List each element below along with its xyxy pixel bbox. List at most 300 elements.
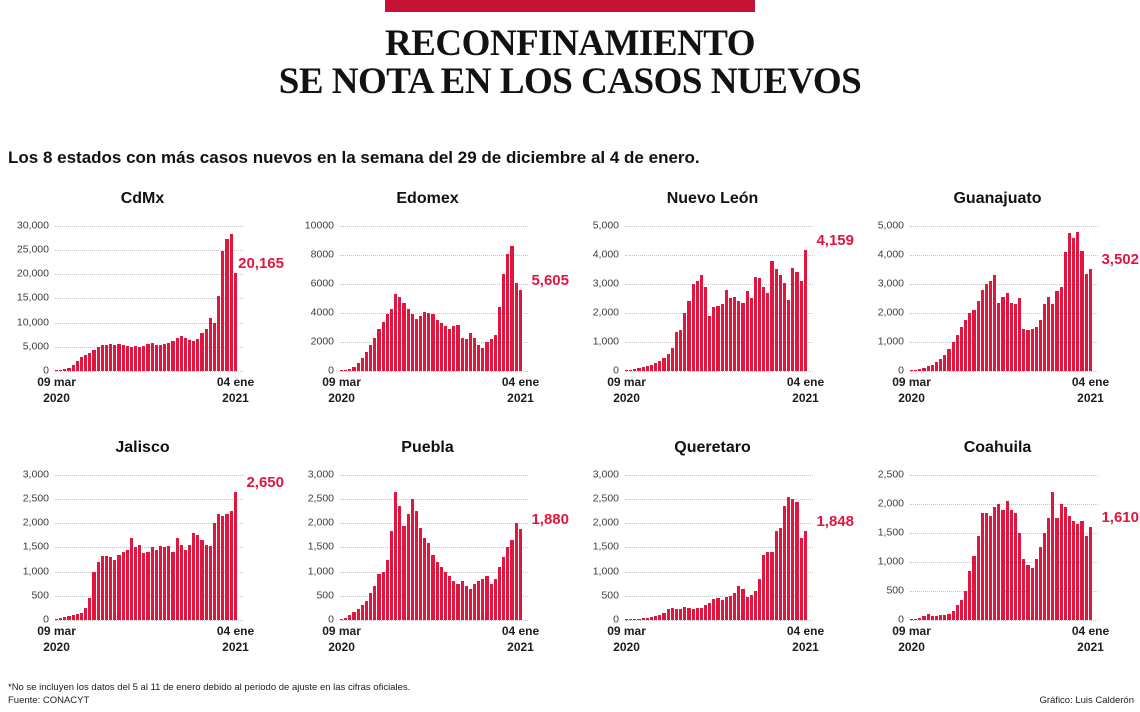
- bar: [939, 359, 942, 371]
- bar: [365, 352, 368, 371]
- bar: [377, 329, 380, 371]
- bar: [138, 347, 141, 371]
- chart-panel-nuevo-leon: [570, 189, 855, 405]
- bar: [943, 355, 946, 371]
- bar: [1080, 251, 1083, 371]
- chart-title: Guanajuato: [953, 189, 1042, 207]
- bar: [704, 287, 707, 371]
- bar: [922, 616, 925, 619]
- bar: [155, 550, 158, 620]
- bar: [97, 347, 100, 371]
- bar: [770, 261, 773, 371]
- y-tick-label: 500: [601, 589, 619, 602]
- bar: [993, 507, 996, 620]
- bar: [382, 322, 385, 371]
- bar: [67, 368, 70, 371]
- bar: [716, 598, 719, 620]
- bar: [766, 552, 769, 620]
- bar: [1089, 269, 1092, 371]
- bar: [804, 250, 807, 371]
- bar: [650, 365, 653, 371]
- bar: [340, 370, 343, 371]
- bar: [188, 340, 191, 371]
- bar: [76, 614, 79, 620]
- bar: [754, 277, 757, 371]
- bar: [985, 513, 988, 620]
- x-start-date: 09 mar: [37, 623, 76, 638]
- bar: [217, 514, 220, 620]
- bar: [146, 552, 149, 620]
- bar: [1039, 547, 1042, 620]
- x-start-date: 09 mar: [322, 374, 361, 389]
- bar: [775, 531, 778, 620]
- bar: [721, 304, 724, 371]
- bar: [431, 314, 434, 371]
- bar: [687, 301, 690, 371]
- bar: [344, 370, 347, 371]
- bar: [171, 552, 174, 620]
- bar: [721, 600, 724, 620]
- bar: [122, 345, 125, 371]
- bar: [59, 618, 62, 620]
- bar: [1010, 303, 1013, 371]
- bar: [506, 547, 509, 620]
- bar: [176, 538, 179, 620]
- bar: [675, 332, 678, 371]
- bar: [1051, 304, 1054, 371]
- bar: [918, 369, 921, 371]
- bar: [758, 278, 761, 371]
- y-tick-label: 0: [613, 613, 619, 626]
- bar: [800, 281, 803, 371]
- chart-title: Queretaro: [674, 438, 751, 456]
- bar: [997, 504, 1000, 620]
- bar: [1051, 492, 1054, 620]
- bar: [234, 273, 237, 370]
- bar: [230, 234, 233, 371]
- bar: [386, 560, 389, 620]
- bar: [344, 618, 347, 620]
- bar: [1089, 527, 1092, 620]
- bar: [1026, 330, 1029, 371]
- x-start-year: 2020: [898, 390, 925, 405]
- bar: [750, 298, 753, 371]
- bar: [927, 366, 930, 371]
- x-end-year: 2021: [792, 639, 819, 654]
- bar: [234, 492, 237, 620]
- chart-title: CdMx: [120, 189, 165, 207]
- bar: [675, 609, 678, 620]
- bar: [1047, 297, 1050, 371]
- x-axis-label-end: [1072, 624, 1109, 655]
- y-tick-label: 5,000: [22, 340, 49, 353]
- bar: [650, 617, 653, 620]
- bar: [217, 296, 220, 371]
- bar: [510, 540, 513, 620]
- bar: [221, 516, 224, 620]
- bar: [394, 294, 397, 371]
- bar: [633, 619, 636, 620]
- bar: [209, 318, 212, 371]
- bar: [67, 616, 70, 620]
- y-tick-label: 1,500: [307, 540, 334, 553]
- bar: [113, 345, 116, 371]
- bar: [461, 338, 464, 371]
- bar: [779, 275, 782, 371]
- gridline: [625, 620, 813, 621]
- bar: [637, 619, 640, 620]
- bar: [762, 287, 765, 371]
- x-axis-label-start: [37, 375, 76, 406]
- bar: [687, 608, 690, 620]
- y-tick-label: 0: [328, 364, 334, 377]
- y-tick-label: 2,000: [592, 516, 619, 529]
- bar-series: [340, 226, 522, 371]
- bar: [142, 346, 145, 371]
- bar: [456, 584, 459, 620]
- bar: [1068, 516, 1071, 620]
- bar: [448, 329, 451, 371]
- y-tick-label: 5,000: [877, 219, 904, 232]
- bar: [1080, 521, 1083, 620]
- bar: [490, 584, 493, 620]
- bar: [485, 342, 488, 371]
- bar: [519, 529, 522, 620]
- x-end-year: 2021: [507, 390, 534, 405]
- y-tick-label: 5,000: [592, 219, 619, 232]
- y-tick-label: 10,000: [16, 315, 49, 328]
- y-tick-label: 4000: [310, 306, 334, 319]
- chart-panel-guanajuato: [855, 189, 1140, 405]
- bar: [101, 345, 104, 371]
- bar: [968, 571, 971, 620]
- x-end-date: 04 ene: [216, 623, 255, 638]
- x-start-year: 2020: [613, 639, 640, 654]
- bar: [1060, 287, 1063, 371]
- bar: [952, 342, 955, 371]
- bar: [989, 516, 992, 620]
- bar-series: [910, 226, 1092, 371]
- bar: [84, 608, 87, 620]
- bar: [361, 605, 364, 620]
- gridline: [55, 620, 243, 621]
- bar: [1031, 329, 1034, 371]
- bar: [163, 344, 166, 371]
- bar: [357, 609, 360, 620]
- bar: [134, 346, 137, 371]
- x-axis-label-end: [217, 375, 254, 406]
- y-tick-label: 6000: [310, 277, 334, 290]
- x-end-date: 04 ene: [1071, 623, 1110, 638]
- bar: [733, 297, 736, 371]
- value-annotation: 1,610: [1101, 508, 1139, 526]
- bar: [431, 555, 434, 620]
- bar: [352, 367, 355, 371]
- x-start-date: 09 mar: [37, 374, 76, 389]
- y-tick-label: 3,000: [877, 277, 904, 290]
- bar: [126, 346, 129, 371]
- y-tick-label: 4,000: [592, 248, 619, 261]
- x-start-year: 2020: [898, 639, 925, 654]
- footer-left: [8, 682, 410, 708]
- y-tick-label: 0: [43, 364, 49, 377]
- bar: [390, 531, 393, 620]
- bar: [163, 547, 166, 620]
- bar: [981, 290, 984, 371]
- bar: [80, 613, 83, 620]
- bar: [415, 319, 418, 371]
- bar: [138, 545, 141, 620]
- chart-panel-queretaro: [570, 438, 855, 654]
- x-end-year: 2021: [222, 639, 249, 654]
- bar: [662, 358, 665, 371]
- gridline: [625, 371, 813, 372]
- y-tick-label: 2,500: [592, 492, 619, 505]
- x-end-year: 2021: [1077, 639, 1104, 654]
- bar: [126, 550, 129, 620]
- x-end-date: 04 ene: [501, 374, 540, 389]
- plot-area: [22, 468, 284, 654]
- y-tick-label: 10000: [304, 219, 334, 232]
- page-subtitle: Los 8 estados con más casos nuevos en la semana del 29 de diciembre al 4 de enero.: [8, 147, 700, 167]
- bar: [1072, 521, 1075, 620]
- chart-panel-puebla: [285, 438, 570, 654]
- y-tick-label: 3,000: [307, 468, 334, 481]
- bar: [1026, 565, 1029, 620]
- bar: [55, 619, 58, 620]
- bar: [654, 363, 657, 371]
- bar: [369, 593, 372, 620]
- bar: [762, 555, 765, 620]
- bar: [213, 323, 216, 371]
- x-axis-label-start: [607, 375, 646, 406]
- bar: [473, 584, 476, 620]
- bar: [770, 552, 773, 620]
- bar: [200, 540, 203, 620]
- bar: [361, 358, 364, 371]
- bar: [200, 333, 203, 371]
- y-tick-label: 2000: [310, 335, 334, 348]
- chart-panel-jalisco: [0, 438, 285, 654]
- bar: [146, 344, 149, 371]
- bar: [914, 619, 917, 620]
- x-axis-label-start: [892, 375, 931, 406]
- y-tick-label: 1,000: [592, 564, 619, 577]
- bar: [184, 338, 187, 371]
- y-tick-label: 20,000: [16, 267, 49, 280]
- bar: [683, 313, 686, 371]
- x-start-date: 09 mar: [892, 623, 931, 638]
- bar: [151, 343, 154, 371]
- bar: [1014, 304, 1017, 371]
- bar: [452, 581, 455, 620]
- bar: [348, 615, 351, 620]
- page-title-line1: RECONFINAMIENTO: [384, 23, 756, 64]
- x-axis-label-start: [607, 624, 646, 655]
- plot-area: [304, 219, 569, 405]
- x-end-date: 04 ene: [501, 623, 540, 638]
- bar: [59, 370, 62, 371]
- bar: [477, 345, 480, 371]
- y-tick-label: 500: [31, 589, 49, 602]
- page-title: [0, 25, 1140, 102]
- bar: [502, 557, 505, 620]
- bar: [55, 370, 58, 371]
- bar: [377, 574, 380, 620]
- x-axis-label-end: [502, 624, 539, 655]
- bar: [989, 281, 992, 371]
- x-start-date: 09 mar: [892, 374, 931, 389]
- bar-series: [910, 475, 1092, 620]
- bar: [679, 330, 682, 371]
- bar: [931, 616, 934, 619]
- bar: [477, 581, 480, 620]
- bar: [1018, 298, 1021, 371]
- bar: [997, 303, 1000, 371]
- bar: [910, 619, 913, 620]
- bar: [92, 572, 95, 620]
- y-tick-label: 1,000: [877, 335, 904, 348]
- plot-area: [307, 468, 569, 654]
- y-tick-label: 1,500: [592, 540, 619, 553]
- y-tick-label: 30,000: [16, 219, 49, 232]
- bar: [629, 370, 632, 371]
- bar: [947, 349, 950, 371]
- y-tick-label: 0: [43, 613, 49, 626]
- bar: [101, 556, 104, 620]
- y-tick-label: 0: [613, 364, 619, 377]
- bar: [692, 284, 695, 371]
- bar: [80, 357, 83, 371]
- bar: [481, 579, 484, 620]
- bar: [637, 368, 640, 371]
- bar: [629, 619, 632, 620]
- bar: [910, 370, 913, 371]
- bar: [800, 538, 803, 620]
- bar: [947, 614, 950, 620]
- bar: [63, 369, 66, 371]
- bar: [411, 499, 414, 620]
- bar: [390, 309, 393, 371]
- bar: [633, 369, 636, 371]
- bar: [469, 589, 472, 620]
- bar: [105, 345, 108, 371]
- y-tick-label: 2,000: [22, 516, 49, 529]
- bar: [642, 618, 645, 620]
- bar: [1001, 510, 1004, 620]
- y-tick-label: 2,500: [307, 492, 334, 505]
- bar: [427, 313, 430, 371]
- bar: [230, 511, 233, 620]
- y-tick-label: 1,500: [22, 540, 49, 553]
- bar: [795, 272, 798, 371]
- bar: [365, 601, 368, 620]
- bar: [952, 611, 955, 620]
- bar: [667, 354, 670, 371]
- x-end-date: 04 ene: [1071, 374, 1110, 389]
- bar: [188, 545, 191, 620]
- bar: [167, 343, 170, 371]
- bar: [382, 572, 385, 620]
- y-tick-label: 1,000: [307, 564, 334, 577]
- chart-panel-coahuila: [855, 438, 1140, 654]
- bar: [968, 313, 971, 371]
- bar: [729, 298, 732, 371]
- y-tick-label: 3,000: [22, 468, 49, 481]
- x-axis-label-end: [502, 375, 539, 406]
- x-axis-label-end: [787, 375, 824, 406]
- bar: [415, 511, 418, 620]
- bar: [213, 523, 216, 620]
- bar: [369, 345, 372, 371]
- bar: [1085, 274, 1088, 371]
- bar: [72, 365, 75, 371]
- x-axis-label-start: [37, 624, 76, 655]
- bar: [402, 526, 405, 620]
- bar: [515, 523, 518, 620]
- bar: [696, 608, 699, 620]
- bar: [704, 605, 707, 620]
- bar: [184, 550, 187, 620]
- footnote: *No se incluyen los datos del 5 al 11 de enero debido al periodo de ajuste en las cifras oficiales.: [8, 682, 411, 694]
- bar: [935, 616, 938, 620]
- charts-grid: [0, 189, 1140, 654]
- y-tick-label: 1,500: [877, 526, 904, 539]
- bar: [473, 338, 476, 371]
- bar: [1035, 559, 1038, 620]
- bar: [63, 617, 66, 620]
- bar: [461, 581, 464, 620]
- x-end-date: 04 ene: [216, 374, 255, 389]
- bar: [419, 528, 422, 620]
- x-start-date: 09 mar: [607, 374, 646, 389]
- bar: [741, 589, 744, 620]
- bar: [469, 333, 472, 371]
- bar: [700, 608, 703, 620]
- bar: [419, 316, 422, 371]
- bar: [779, 528, 782, 620]
- bar: [510, 246, 513, 371]
- bar-series: [625, 226, 807, 371]
- bar: [1039, 320, 1042, 371]
- x-end-date: 04 ene: [786, 374, 825, 389]
- bar: [485, 576, 488, 620]
- y-tick-label: 3,000: [592, 277, 619, 290]
- bar: [176, 338, 179, 371]
- bar: [1085, 536, 1088, 620]
- bar: [658, 615, 661, 620]
- bar: [725, 597, 728, 620]
- bar: [159, 345, 162, 371]
- bar: [741, 303, 744, 371]
- bar: [444, 572, 447, 620]
- bar: [97, 562, 100, 620]
- bar: [122, 552, 125, 620]
- header-red-band: [385, 0, 755, 12]
- bar: [117, 555, 120, 620]
- bar: [725, 290, 728, 371]
- bar: [654, 616, 657, 620]
- bar: [1006, 293, 1009, 371]
- bar: [977, 301, 980, 371]
- bar: [440, 567, 443, 620]
- y-tick-label: 25,000: [16, 243, 49, 256]
- bar: [1006, 501, 1009, 620]
- bar: [171, 341, 174, 371]
- bar: [398, 506, 401, 620]
- x-axis-label-start: [322, 375, 361, 406]
- bar: [192, 341, 195, 371]
